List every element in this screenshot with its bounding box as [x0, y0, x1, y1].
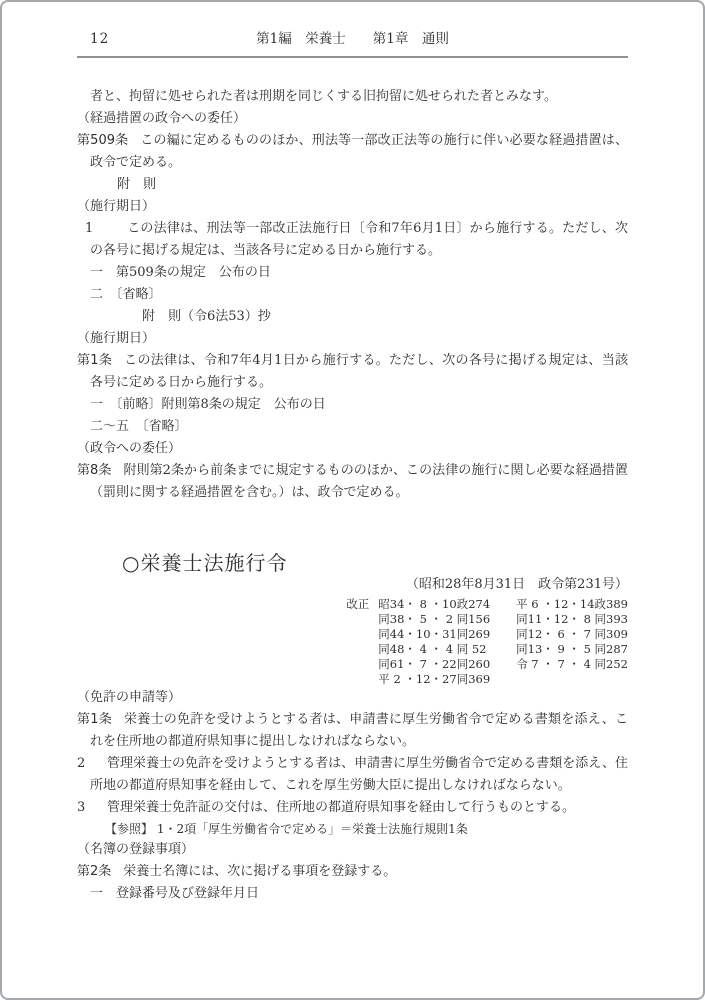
law-article-2-number: 第2条	[77, 864, 112, 879]
item-3-text: 管理栄養士免許証の交付は、住所地の都道府県知事を経由して行うものとする。	[107, 800, 576, 815]
amendment-entry: 平 2 ・12・27同369	[378, 672, 491, 686]
fusoku-heading-1: 附 則	[117, 177, 157, 192]
amendment-entry: 同13・ 9 ・ 5 同287	[516, 642, 628, 656]
amendment-entry: 同61・ 7 ・22同260	[378, 657, 491, 671]
fusoku-article-1-text: この法律は、令和7年4月1日から施行する。ただし、次の各号に掲げる規定は、当該各号に定める日から施行する。	[90, 353, 628, 390]
amendment-entry: 昭34・ 8 ・10政274	[378, 597, 491, 611]
amendment-entry: 同38・ 5 ・ 2 同156	[378, 612, 491, 626]
fusoku-2-note: （令6法53）抄	[181, 309, 271, 324]
article-509-number: 第509条	[77, 133, 129, 148]
fusoku-article-1	[77, 350, 628, 394]
article-509-text: この編に定めるもののほか、刑法等一部改正法等の施行に伴い必要な経過措置は、政令で定める。	[90, 133, 628, 170]
running-head: 第1編 栄養士 第1章 通則	[256, 31, 449, 47]
heading-shiko-kijitsu-2: （施行期日）	[77, 331, 156, 346]
fusoku-article-8	[77, 460, 628, 504]
fusoku-item-1	[77, 218, 628, 262]
fusoku-heading-2	[77, 306, 628, 328]
subitem-509-kitei: 一 第509条の規定 公布の日	[90, 265, 271, 280]
amendment-entry: 平 6 ・12・14政389	[516, 597, 628, 611]
heading-meibo-toroku: （名簿の登録事項）	[77, 842, 195, 857]
subitem-shoryaku-2: 二～五 〔省略〕	[90, 419, 188, 434]
page-number: 12	[90, 31, 110, 47]
law-article-1	[77, 709, 628, 753]
law-article-1-item-2	[77, 753, 628, 797]
subitem-toroku-bango: 一 登録番号及び登録年月日	[90, 886, 260, 901]
article-509	[77, 130, 628, 174]
law-article-1-number: 第1条	[77, 712, 113, 727]
law-article-1-text: 栄養士の免許を受けようとする者は、申請書に厚生労働省令で定める書類を添え、これを住所地の都道府県知事に提出しなければならない。	[90, 712, 629, 749]
law-article-2	[77, 861, 628, 883]
item-1-number: 1	[85, 221, 94, 236]
law-article-2-text: 栄養士名簿には、次に掲げる事項を登録する。	[123, 864, 397, 879]
amendment-column-1	[378, 597, 490, 687]
promulgation-line: （昭和28年8月31日 政令第231号）	[405, 577, 628, 592]
fusoku-article-8-number: 第8条	[77, 463, 112, 478]
amendment-entry: 同12・ 6 ・ 7 同309	[516, 627, 628, 641]
item-2-number: 2	[77, 756, 86, 771]
fusoku-article-1-number: 第1条	[77, 353, 113, 368]
item-1-text: この法律は、刑法等一部改正法施行日〔令和7年6月1日〕から施行する。ただし、次の各号に掲げる規定は、当該各号に定める日から施行する。	[90, 221, 628, 258]
heading-menkyo-shinsei: （免許の申請等）	[77, 690, 182, 705]
page-content	[2, 86, 703, 905]
heading-shiko-kijitsu-1: （施行期日）	[77, 199, 156, 214]
amendment-entry: 同48・ 4 ・ 4 同 52	[378, 642, 487, 656]
reference-note: 【参照】 1・2項「厚生労働省令で定める」＝栄養士法施行規則1条	[105, 822, 468, 836]
law-title: ○栄養士法施行令	[122, 551, 288, 575]
heading-seirei-inin: （政令への委任）	[77, 441, 182, 456]
item-3-number: 3	[77, 800, 86, 815]
fusoku-article-8-text: 附則第2条から前条までに規定するもののほか、この法律の施行に関し必要な経過措置（罰則に関する経過措置を含む。）は、政令で定める。	[90, 463, 628, 500]
amendment-entry: 令 7 ・ 7 ・ 4 同252	[516, 657, 628, 671]
amendment-column-2	[516, 597, 628, 687]
law-article-1-item-3	[77, 797, 628, 819]
header-rule	[77, 56, 628, 58]
subitem-shoryaku-1: 二 〔省略〕	[90, 287, 162, 302]
carryover-paragraph: 者と、拘留に処せられた者は刑期を同じくする旧拘留に処せられた者とみなす。	[90, 89, 557, 104]
item-2-text: 管理栄養士の免許を受けようとする者は、申請書に厚生労働省令で定める書類を添え、住所地の都道府県知事を経由して、これを厚生労働大臣に提出しなければならない。	[90, 756, 628, 793]
heading-keika-sochi: （経過措置の政令への委任）	[77, 111, 247, 126]
amendment-entry: 同11・12・ 8 同393	[516, 612, 628, 626]
page-header	[2, 29, 703, 49]
amendment-history	[77, 597, 628, 687]
amendment-entry: 同44・10・31同269	[378, 627, 491, 641]
amendment-label: 改正	[346, 597, 370, 611]
subitem-zenryaku: 一 〔前略〕附則第8条の規定 公布の日	[90, 397, 326, 412]
fusoku-2-label: 附 則	[142, 309, 182, 324]
